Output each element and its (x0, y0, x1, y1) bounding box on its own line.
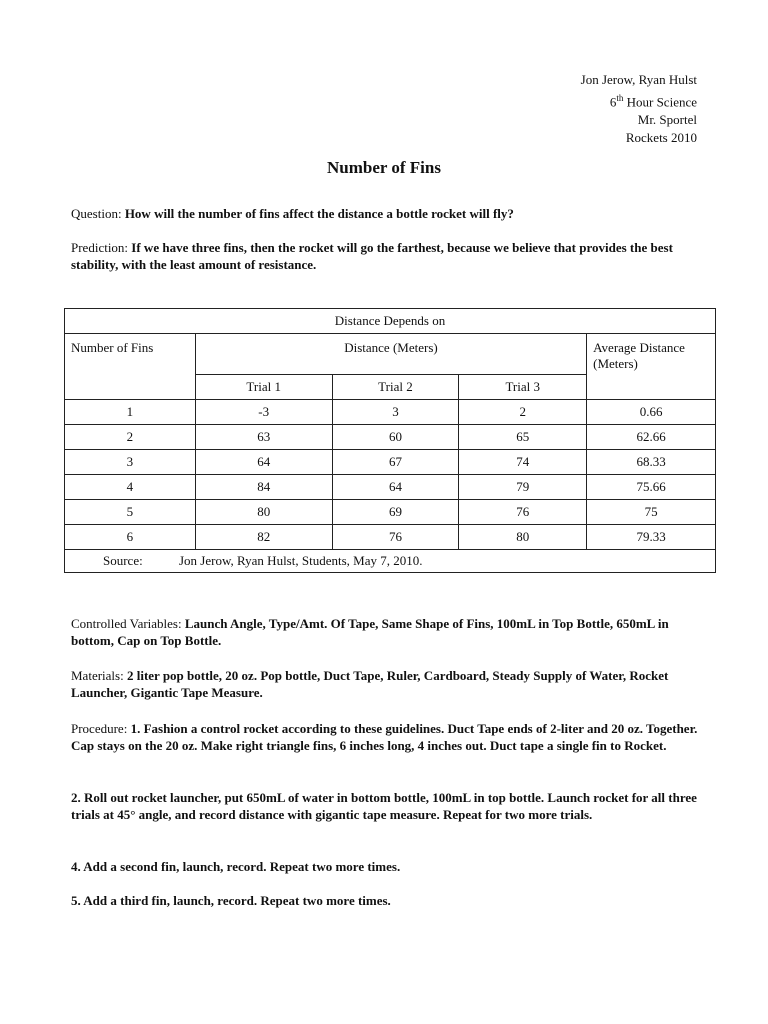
class-ordinal-suffix: th (616, 93, 624, 103)
materials-text: 2 liter pop bottle, 20 oz. Pop bottle, Duct Tape, Ruler, Cardboard, Steady Supply of Water, Rocket Launcher, Gigantic Tape Measure. (71, 668, 669, 700)
cell-fins: 2 (65, 425, 196, 450)
header-trial-3: Trial 3 (459, 375, 587, 400)
table-row (65, 525, 716, 550)
source-text: Jon Jerow, Ryan Hulst, Students, May 7, 2010. (179, 553, 423, 568)
cell-trial-1: -3 (195, 400, 332, 425)
table-source (65, 550, 716, 573)
controlled-variables-text: Launch Angle, Type/Amt. Of Tape, Same Shape of Fins, 100mL in Top Bottle, 650mL in bottom, Cap on Top Bottle. (71, 616, 669, 648)
teacher: Mr. Sportel (637, 112, 697, 128)
materials-label: Materials: (71, 668, 124, 683)
cell-trial-2: 60 (332, 425, 459, 450)
procedure-step-2: 2. Roll out rocket launcher, put 650mL of water in bottom bottle, 100mL in top bottle. Launch rocket for all three trials at 45° angle, and record distance with gigantic tape measure. Repeat for two more trials. (71, 790, 697, 822)
prediction-text: If we have three fins, then the rocket will go the farthest, because we believe that provides the best stability, with the least amount of resistance. (71, 240, 673, 272)
table-row (65, 475, 716, 500)
cell-trial-1: 82 (195, 525, 332, 550)
cell-trial-3: 79 (459, 475, 587, 500)
cell-trial-2: 3 (332, 400, 459, 425)
procedure-step-1: 1. Fashion a control rocket according to these guidelines. Duct Tape ends of 2-liter and 20 oz. Together. Cap stays on the 20 oz. Make right triangle fins, 6 inches long, 4 inches out. Duct tape a single fin to Rocket. (71, 721, 698, 753)
materials-paragraph (71, 667, 701, 701)
table-row (65, 500, 716, 525)
question-label: Question: (71, 206, 122, 221)
cell-trial-3: 80 (459, 525, 587, 550)
cell-fins: 4 (65, 475, 196, 500)
cell-trial-2: 76 (332, 525, 459, 550)
procedure-paragraph (71, 720, 701, 754)
table-row (65, 400, 716, 425)
cell-average: 68.33 (587, 450, 716, 475)
class-period (581, 89, 697, 111)
table-row (65, 450, 716, 475)
table-row (65, 425, 716, 450)
class-name: Hour Science (623, 94, 697, 110)
cell-trial-1: 84 (195, 475, 332, 500)
cell-trial-1: 63 (195, 425, 332, 450)
results-table (64, 308, 716, 573)
prediction-label: Prediction: (71, 240, 129, 255)
cell-average: 75 (587, 500, 716, 525)
cell-trial-3: 65 (459, 425, 587, 450)
header-distance: Distance (Meters) (195, 334, 586, 375)
header-number-of-fins: Number of Fins (65, 334, 196, 400)
controlled-variables-label: Controlled Variables: (71, 616, 182, 631)
cell-trial-3: 76 (459, 500, 587, 525)
cell-average: 75.66 (587, 475, 716, 500)
header-trial-2: Trial 2 (332, 375, 459, 400)
document-header (581, 71, 697, 147)
procedure-step-5: 5. Add a third fin, launch, record. Repeat two more times. (71, 893, 391, 908)
cell-trial-2: 64 (332, 475, 459, 500)
table-caption-row (65, 309, 716, 334)
cell-fins: 3 (65, 450, 196, 475)
question-paragraph (71, 205, 701, 222)
cell-trial-1: 80 (195, 500, 332, 525)
source-label: Source: (103, 553, 143, 568)
cell-trial-1: 64 (195, 450, 332, 475)
table-source-row (65, 550, 716, 573)
class-number: 6 (609, 94, 617, 110)
authors: Jon Jerow, Ryan Hulst (580, 72, 697, 87)
cell-fins: 1 (65, 400, 196, 425)
table-caption: Distance Depends on (65, 309, 716, 334)
procedure-step-4: 4. Add a second fin, launch, record. Repeat two more times. (71, 859, 401, 874)
cell-average: 79.33 (587, 525, 716, 550)
cell-trial-3: 2 (459, 400, 587, 425)
cell-trial-2: 69 (332, 500, 459, 525)
cell-trial-2: 67 (332, 450, 459, 475)
project-name: Rockets 2010 (625, 130, 697, 146)
cell-trial-3: 74 (459, 450, 587, 475)
controlled-variables-paragraph (71, 615, 701, 649)
cell-average: 0.66 (587, 400, 716, 425)
table-header-row (65, 334, 716, 375)
question-text: How will the number of fins affect the distance a bottle rocket will fly? (124, 206, 514, 221)
prediction-paragraph (71, 239, 701, 273)
cell-fins: 5 (65, 500, 196, 525)
cell-average: 62.66 (587, 425, 716, 450)
procedure-label: Procedure: (71, 721, 128, 736)
header-average-distance: Average Distance (Meters) (587, 334, 716, 400)
header-trial-1: Trial 1 (195, 375, 332, 400)
document-title: Number of Fins (327, 158, 441, 177)
cell-fins: 6 (65, 525, 196, 550)
